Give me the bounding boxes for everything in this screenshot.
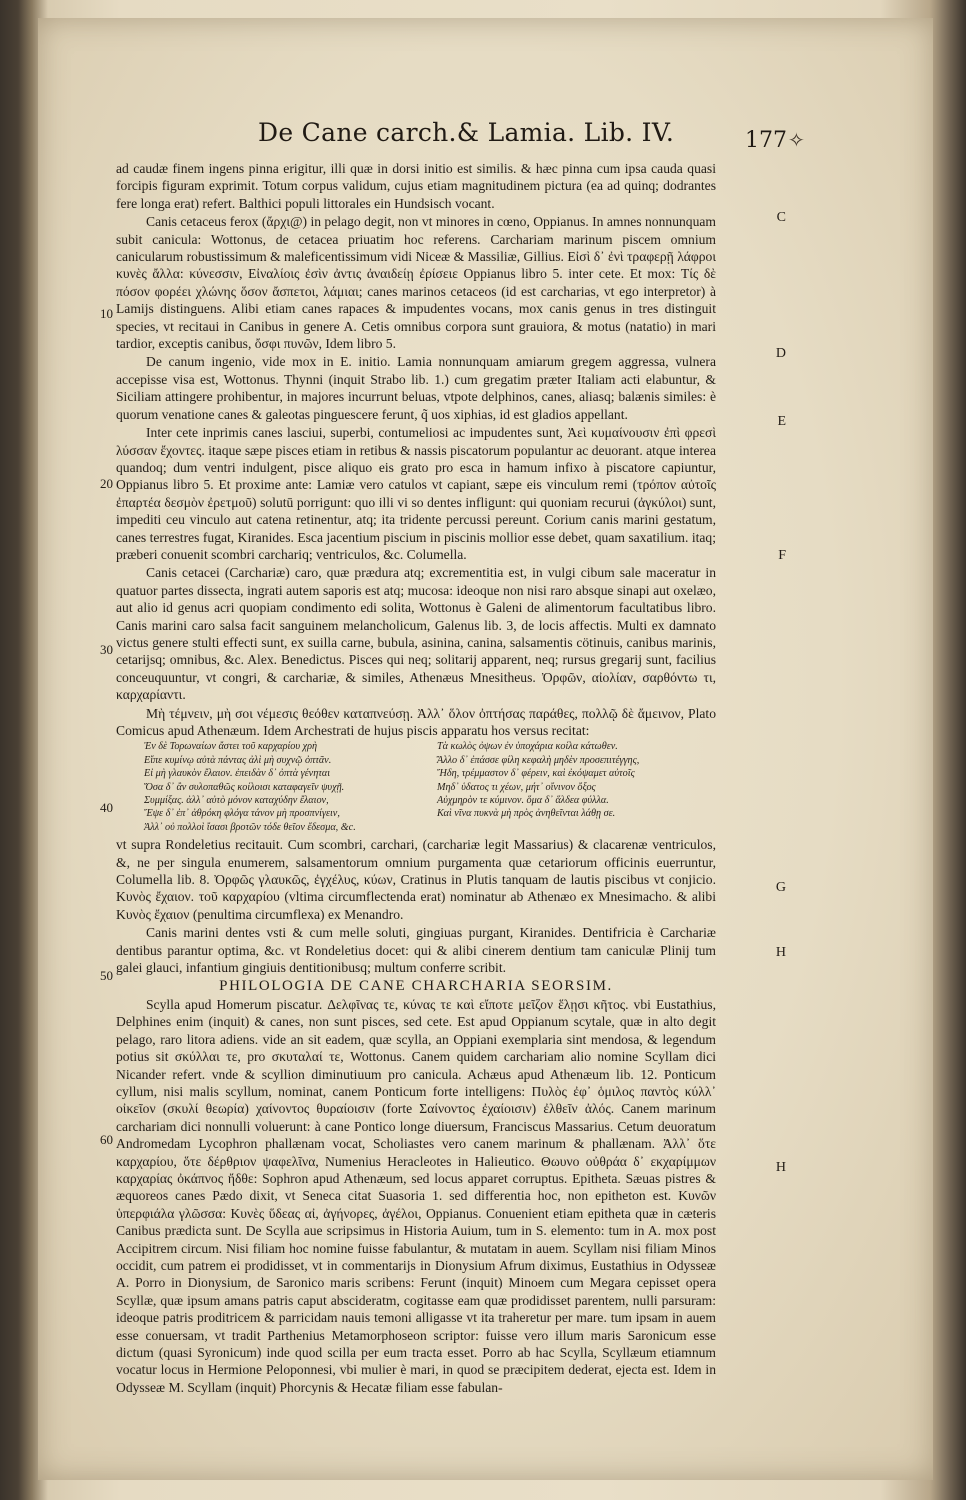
page-number: 177 — [745, 128, 787, 153]
verse-line: Συμμίξας. ἀλλ᾽ αὐτὸ μόνον καταχύδην ἔλαιον, — [144, 795, 329, 807]
ink-mark: ✧ — [788, 128, 805, 152]
verse-line: Εἰ μὴ γλαυκὸν ἔλαιον. ἐπειδὰν δ᾽ ὀπτὰ γένηται — [144, 768, 331, 780]
line-number-30: 30 — [100, 642, 113, 657]
line-number-50: 50 — [100, 968, 113, 983]
paragraph-9: Scylla apud Homerum piscatur. Δελφῖνας τε, κύνας τε καὶ εἴποτε μεῖζον ἕλῃσι κῆτος. vbi Eustathius, Delphines enim (inquit) & canes, non sunt pisces, sed cete. Est apud Oppianum scytale, quæ in alto degit pelago, raro litora adiens. vide an sit eadem, quæ scylla, an Oppiani exemplaria sint mendosa, & legendum potius sit σκύλλαι τε, pro σκυταλαί τε, Wottonus. Canem quidem carchariam alio nomine Scyllam dici Nicander refert. vnde & scyllion diminutiuum pro canicula. Achæus apud Athenæum lib. 12. Ponticum cyllum, nisi malis scyllum, nominat, canem Ponticum forte intelligens: Πυλὸς ἐφ᾽ ὁμιλος παντὸς κύλλ᾽ οἰκεῖον (σκυλί θεωρία) χαίνοντος θυραίοισιν (forte Σαίνοντος ἐχαίοισιν) ἐλθεῖν ἀλός. Canem marinum carchariam dici nonnulli voluerunt: à cane Pontico longe diuersum, Franciscus Massarius. Cetum deuoratum Andromedam Lycophron phallænam vocat, Scholiastes vero canem marinum & phallænam. Ἀλλ᾽ ὅτε καρχαρίου, ὅτε δέρθριον ψαφελῖνα, Numenius Heracleotes in Halieutico. Θωυνο οὐθράα δ᾽ εκχαρίμμων καρχαρίας ὀκάπνος ἤδθε: Sophron apud Athenæum, sed locus apparet corruptus. Epitheta. Sæuas pistres & æquoreos canes Pædo dixit, vt Seneca citat Suasoria 1. sed differentia hoc, non epitheton est. Κυνῶν ὑπερφιάλα γλῶσσα: Κυνὲς ὕδεας αἰ, ἀγήνορες, ἀγέλοι, Oppianus. Conuenient etiam epitheta quæ in cæteris Canibus prædicta sunt. De Scylla aue scripsimus in Historia Auium, tum in S. elemento: tum in A. mox post Accipitrem circum. Nisi filiam hoc nomine fuisse fabulantur, & mutatam in auem. Scyllam nisi filiam Minos occidit, cum patrem ei prodidisset, vt in commentarijs in Dionysium Afrum diximus, Eustathius in Odysseæ A. Porro in Dionysium, de Saronico maris scribens: Ferunt (inquit) Minoem cum Megara cepisset opera Scyllæ, quæ ipsum amans patris caput abscideratm, cogitasse eam quæ prodidisset parentem, nulli parsuram: ideoque patris proditricem & parricidam nauis temoni alligasse vt ita traheretur per mare. tum ipsam in auem esse conuersam, vt tradit Parthenius Metamorphoseon scriptor: fuisse vero illum maris Saronicum esse dictum (quasi Syronicum) inde quod scilla per eum tracta esset. Porro ab hac Scylla, Scyllæum etiamnum vocatur locus in Hermione Peloponnesi, vbi mulier è mari, in quod se præcipitem dederat, ejecta est. Idem in Odysseæ M. Scyllam (inquit) Phorcynis & Hecatæ filiam esse fabulan- — [116, 996, 716, 1395]
margin-letter-h2: H — [775, 1160, 786, 1175]
margin-letter-e: E — [777, 414, 786, 429]
verse-line: Αὐχμηρὸν τε κύμινον. ὅμα δ᾽ ἅλδεα φύλλα. — [437, 795, 609, 807]
paragraph-8: Canis marini dentes vsti & cum melle soluti, gingiuas purgant, Kiranides. Dentifricia è Carchariæ dentibus parantur optima, &c. vt Rondeletius docet: qui & alibi cinerem dentium tam caniculæ Plinij tum galei glauci, infantium gingiuis dentitionibusq; multum conferre scribit. — [116, 925, 716, 976]
line-number-40: 40 — [100, 800, 113, 815]
paragraph-3: De canum ingenio, vide mox in E. initio. Lamia nonnunquam amiarum gregem aggressa, vulnera accepisse visa est, Wottonus. Thynni (inquit Strabo lib. 1.) cum gregatim præter Italiam acti elabuntur, & Siciliam attingere prohibentur, in majores incurrunt beluas, vtpote delphinos, canes, aliasq; balænis similes: è quorum venatione canes & galeotas pinguescere ferunt, q̃ uos xiphias, id est gladios appellant. — [116, 354, 716, 422]
paragraph-6: Μὴ τέμνειν, μὴ σοι νέμεσις θεόθεν καταπνεύσῃ. Ἀλλ᾽ ὅλον ὀπτήσας παράθες, πολλῷ δὲ ἄμεινον, Plato Comicus apud Athenæum. Idem Archestrati de hujus piscis apparatu hos versus recitat: — [116, 705, 716, 738]
verse-column-left — [144, 740, 423, 834]
main-text-column — [116, 160, 716, 1397]
paragraph-7: vt supra Rondeletius recitauit. Cum scombri, carchari, (carchariæ legit Massarius) & clacarenæ ventriculos, &, ne per singula enumerem, salsamentorum omnium purgamenta quæ cetariorum officinis euerruntur, Columella lib. 8. Ὀρφῶς γλαυκῶς, ἐγχέλυς, κύων, Cratinus in Plutis tanquam de lautis piscibus vt conjicio. Κυνὸς ἔχαιον. τοῦ καρχαρίου (vltima circumflectenda erat) nominatur ab Athenæo ex Mnesimacho. & alibi Κυνὸς ἔχαιον (penultima circumflexa) ex Menandro. — [116, 837, 716, 922]
verse-line: Καὶ νῖνα πυκνὰ μὴ πρὸς ἀνηθεῖνται λάθῃ σε. — [437, 808, 616, 820]
paragraph-2: Canis cetaceus ferox (ἄρχι@) in pelago degit, non vt minores in cœno, Oppianus. In amnes nonnunquam subit canicula: Wottonus, de cetacea priuatim hoc referens. Carchariam marinum piscem omnium canicularum robustissimum & maleficentissimum vidi Niceæ & Massiliæ, Gillius. Εἰσὶ δ᾽ ἐνὶ τραφερῇ λάφροι κυνὲς ἄλλα: κύνεσσιν, Εἰναλίοις ἐσὶν ἀντις ἀναιδείῃ ἐρίσειε Oppianus libro 5. inter cete. Et mox: Τίς δὲ πόσον φορέει χλώνης ὅσον ἄσπετοι, λάμιαι; canes marinos cetaceos (id est carcharias, vt ego interpretor) à Lamijs distinguens. Alibi etiam canes rapaces & impudentes vocans, mox canis genus in tres distinguit species, vt recitaui in Canibus in genere A. Cetis omnibus corpora sunt grauiora, & motus (natatio) in mari tardior, exceptis canibus, ὄσφι πυνῶν, Idem libro 5. — [116, 214, 716, 352]
margin-letter-d: D — [775, 346, 786, 361]
verse-column-right — [437, 740, 716, 834]
verse-line: Ἀλλ᾽ οὐ πολλοὶ ἴσασι βροτῶν τόδε θεῖον ἔδεσμα, &c. — [144, 821, 356, 833]
paragraph-4: Inter cete inprimis canes lasciui, superbi, contumeliosi ac impudentes sunt, Ἀεὶ κυμαίνουσιν ἐπὶ φρεσὶ λύσσαν ἔχοντες. itaque sæpe pisces etiam in retibus & nassis piscatorum populantur ac deuorant. atque interea quandoq; dum ventri indulgent, pisce aliquo eis grato pro esca in hamum infixo à piscatore capiuntur, Oppianus libro 5. Et proxime ante: Lamiæ vero catulos vt capiant, sæpe eis vinculum remi (τρόπον αὐτοῖς ἐπαρτέα δεσμὸν ἐρετμοῦ) solutū porrigunt: quo illi vi so dentes infligunt: qui quoniam recurui (ἀγκύλοι) sunt, impediti ceu vinculo aut catena retinentur, atq; ita tridente percussi pereunt. Corium canis marini gestatum, canes terrestres fugat, Kiranides. Esca jacentium piscium in piscinis mollior esse debet, quam saxatilium. itaq; præberi conuenit scombri carchariq; ventriculos, &c. Columella. — [116, 425, 716, 562]
line-number-60: 60 — [100, 1132, 113, 1147]
greek-verse-block — [116, 740, 716, 834]
margin-letter-h: H — [775, 945, 786, 960]
verse-line: Ὅσα δ᾽ ἂν συλοπαθῶς κοίλοισι καταφαγεῖν ψυχῇ. — [144, 781, 345, 793]
verse-line: Εἴπε κυμίνῳ αὐτὰ πάντας ἀλὶ μὴ συχνῷ ὀπτᾶν. — [144, 754, 332, 766]
margin-letter-f: F — [778, 548, 786, 563]
paragraph-5: Canis cetacei (Carchariæ) caro, quæ prædura atq; excrementitia est, in vulgi cibum sale maceratur in quatuor partes dissecta, ingrati autem saporis est atq; mucosa: ideoque non nisi raro absque sinapi aut oxelæo, aut alio id genus acri quopiam condimento edi solita, Wottonus è Galeni de alimentorum facultatibus libro. Canis marini caro salsa facit sanguinem melancholicum, Galenus lib. 3, de locis affectis. Multi ex damnato victus genere stulti effecti sunt, ex suilla carne, bubula, asinina, canina, salsamentis cötinuis, canibus marinis, cetarijsq; omnibus, &c. Alex. Benedictus. Pisces qui neq; solitarij apparent, neq; rursus gregarij sunt, facilius conceuquuntur, vt congri, & carchariæ, & similes, Athenæus Mnesitheus. Ὀρφῶν, αἰολίαν, σαρθόντω τι, καρχαρίαντι. — [116, 565, 716, 703]
margin-letter-g: G — [775, 880, 786, 895]
verse-line: Ἐν δὲ Τορωναίων ἄστει τοῦ καρχαρίου χρὴ — [144, 741, 318, 753]
running-title: De Cane carch.& Lamia. Lib. IV. — [258, 118, 675, 147]
verse-line: Ἄλλο δ᾽ ἐπάσσε φίλη κεφαλὴ μηδὲν προσεπιτέγγης, — [437, 754, 640, 766]
section-heading: PHILOLOGIA DE CANE CHARCHARIA SEORSIM. — [219, 977, 613, 994]
verse-line: Ἤδη, τρέμμαστον δ᾽ φέρειν, καὶ ἐκόψαμετ αὐτοῖς — [437, 768, 635, 780]
verse-line: Τὰ κωλὸς ὀψων ἐν ὑποχάρια κοίλα κάτωθεν. — [437, 741, 618, 753]
verse-line: Μηδ᾽ ὑδατος τι χέων, μήτ᾽ οἴνινον ὄξος — [437, 781, 596, 793]
margin-letter-c: C — [776, 210, 786, 225]
paragraph-1: ad caudæ finem ingens pinna erigitur, illi quæ in dorsi initio est similis. & hæc pinna cum ipsa cauda quasi forcipis figuram exprimit. Totum corpus validum, cujus etiam magnitudinem pictura (ea ad quinq; dodrantes fere longa erat) refert. Balthici populi littorales ein Hundsisch vocant. — [116, 161, 716, 211]
line-number-10: 10 — [100, 306, 113, 321]
line-number-20: 20 — [100, 476, 113, 491]
verse-line: Ἔψε δ᾽ ἐπ᾽ ἀθρόκη φλόγα τάνον μὴ προσπνίγειν, — [144, 808, 340, 820]
